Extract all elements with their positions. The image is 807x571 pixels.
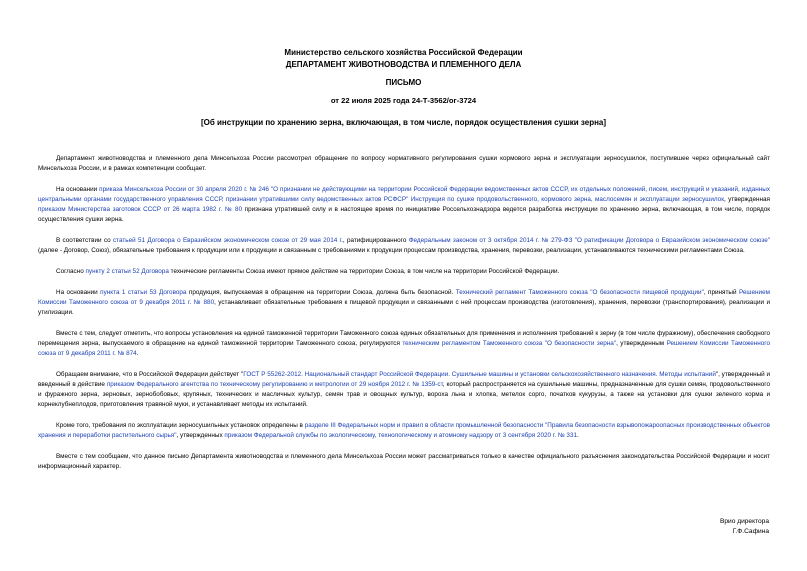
document-date-number: от 22 июля 2025 года 24-Т-3562/ог-3724: [330, 96, 477, 105]
paragraph-3: В соответствии со статьей 51 Договора о Евразийском экономическом союзе от 29 мая 2014 г., ратифицированного Федеральным законом от 3 октября 2014 г. № 279-ФЗ "О ратификации Договора о Евразийском экономическом союзе" (далее - Договор, Союз), обязательные требования к продукции или к продукции и связанным с требованиями к продукции процессам производства, хранения, перевозки, реализации, устанавливаются техническими регламентами Союза.: [38, 237, 771, 254]
paragraph-6: Вместе с тем, следует отметить, что вопросы установления на единой таможенной территории Таможенного союза единых обязательных для применения и исполнения требований к зерну (в том числе фуражному), обеспечения свободного перемещения зерна, выпускаемого в обращение на единой таможенной территории Таможенного союза, регулируются техническим регламентом Таможенного союза "О безопасности зерна", утвержденным Решением Комиссии Таможенного союза от 9 декабря 2011 г. № 874.: [38, 330, 770, 357]
paragraph-2: На основании приказа Минсельхоза России от 30 апреля 2020 г. № 246 "О признании не действующими на территории Российской Федерации ведомственных актов СССР, их отдельных положений, писем, инструкций и указаний, изданных центральными органами государственного управления СССР, признании утратившими силу ведомственных актов РСФСР" Инструкция по сушке продовольственного, кормового зерна, маслосемян и эксплуатации зерносушилок, утвержденная приказом Министерства заготовок СССР от 26 марта 1982 г. № 80 признана утратившей силу и в настоящее время по инициативе Россельхознадзора ведется разработка инструкции по хранению зерна, включающая, в том числе, порядок осуществления сушки зерна.: [38, 186, 770, 223]
ministry-title: Министерство сельского хозяйства Российской Федерации: [284, 48, 523, 57]
link-decision-880[interactable]: Решением Комиссии Таможенного союза от 9 декабря 2011 г. № 880: [38, 289, 770, 306]
link-section-3-rules[interactable]: разделе III Федеральных норм и правил в области промышленной безопасности "Правила безопасности взрывопожароопасных производственных объектов хранения и переработки растительного сырья": [38, 422, 771, 439]
paragraph-4: Согласно пункту 2 статьи 52 Договора технические регламенты Союза имеют прямое действие на территории Союза, в том числе на территории Российской Федерации.: [56, 268, 560, 275]
link-tr-food-safety[interactable]: Технический регламент Таможенного союза "О безопасности пищевой продукции": [455, 289, 704, 296]
signature-name: Г.Ф.Сафина: [732, 528, 769, 535]
department-title: ДЕПАРТАМЕНТ ЖИВОТНОВОДСТВА И ПЛЕМЕННОГО ДЕЛА: [285, 60, 522, 69]
signature-title: Врио директора: [719, 518, 769, 525]
letter-body: [38, 154, 770, 483]
link-decision-874[interactable]: Решением Комиссии Таможенного союза от 9 декабря 2011 г. № 874: [38, 340, 770, 357]
paragraph-7: Обращаем внимание, что в Российской Федерации действует "ГОСТ Р 55262-2012. Национальный стандарт Российской Федерации. Сушильные машины и установки сельскохозяйственного назначения. Методы испытаний", утвержденный и введенный в действие приказом Федерального агентства по техническому регулированию и метрологии от 29 ноября 2012 г. № 1359-ст, который распространяется на сушильные машины, предназначенные для сушки семян, продовольственного и фуражного зерна, зерновых, зернобобовых, крупяных, технических и масличных культур, семян трав и овощных культур, ворохa льна и хлопка, метелок сорго, початков кукурузы, а также на установки для сушки зеленого корма и корнеклубнеплодов, приготовления травяной муки, и устанавливает методы их испытаний.: [38, 371, 770, 408]
paragraph-1: Департамент животноводства и племенного дела Минсельхоза России рассмотрел обращение по вопросу нормативного регулирования сушки кормового зерна и эксплуатации зерносушилок, поступившее через официальный сайт Минсельхоза России, и в рамках компетенции сообщает.: [38, 155, 770, 172]
link-federal-law-279[interactable]: Федеральным законом от 3 октября 2014 г. № 279-ФЗ "О ратификации Договора о Евразийском экономическом союзе": [408, 237, 771, 244]
link-gost-55262[interactable]: ГОСТ Р 55262-2012. Национальный стандарт Российской Федерации. Сушильные машины и установки сельскохозяйственного назначения. Методы испытаний: [243, 371, 716, 378]
link-order-1359[interactable]: приказом Федерального агентства по техническому регулированию и метрологии от 29 ноября 2012 г. № 1359-ст: [106, 381, 443, 388]
paragraph-9: Вместе с тем сообщаем, что данное письмо Департамента животноводства и племенного дела Минсельхоза России может рассматриваться только в качестве официального разъяснения законодательства Российской Федерации и носит информационный характер.: [38, 453, 770, 470]
link-order-80[interactable]: приказом Министерства заготовок СССР от 26 марта 1982 г. № 80: [38, 206, 243, 213]
link-order-246[interactable]: приказа Минсельхоза России от 30 апреля 2020 г. № 246 "О признании не действующими на территории Российской Федерации ведомственных актов СССР, их отдельных положений, писем, инструкций и указаний, изданных центральными органами государственного управления СССР, признании утратившими силу ведомственных актов РСФСР" Инструкция по сушке продовольственного, кормового зерна, маслосемян и эксплуатации зерносушилок: [38, 186, 770, 203]
document-subject: [Об инструкции по хранению зерна, включающая, в том числе, порядок осуществления сушки зерна]: [200, 118, 607, 127]
link-article-53[interactable]: пункта 1 статьи 53 Договора: [100, 289, 187, 296]
link-tr-grain-safety[interactable]: техническим регламентом Таможенного союза "О безопасности зерна": [402, 340, 617, 347]
link-order-331[interactable]: приказом Федеральной службы по экологическому, технологическому и атомному надзору от 3 сентября 2020 г. № 331: [224, 432, 578, 439]
paragraph-8: Кроме того, требования по эксплуатации зерносушильных установок определены в разделе III Федеральных норм и правил в области промышленной безопасности "Правила безопасности взрывопожароопасных производственных объектов хранения и переработки растительного сырья", утвержденных приказом Федеральной службы по экологическому, технологическому и атомному надзору от 3 сентября 2020 г. № 331.: [38, 422, 771, 439]
link-article-52[interactable]: пункту 2 статьи 52 Договора: [85, 268, 169, 275]
link-article-51[interactable]: статьей 51 Договора о Евразийском экономическом союзе от 29 мая 2014 г.: [112, 237, 343, 244]
document-type: ПИСЬМО: [385, 78, 422, 87]
paragraph-5: На основании пункта 1 статьи 53 Договора продукция, выпускаемая в обращение на территории Союза, должна быть безопасной. Технический регламент Таможенного союза "О безопасности пищевой продукции", принятый Решением Комиссии Таможенного союза от 9 декабря 2011 г. № 880, устанавливает обязательные требования к пищевой продукции и связанными с ней процессам производства (изготовления), хранения, перевозки (транспортирования), реализации и утилизации.: [38, 289, 771, 316]
